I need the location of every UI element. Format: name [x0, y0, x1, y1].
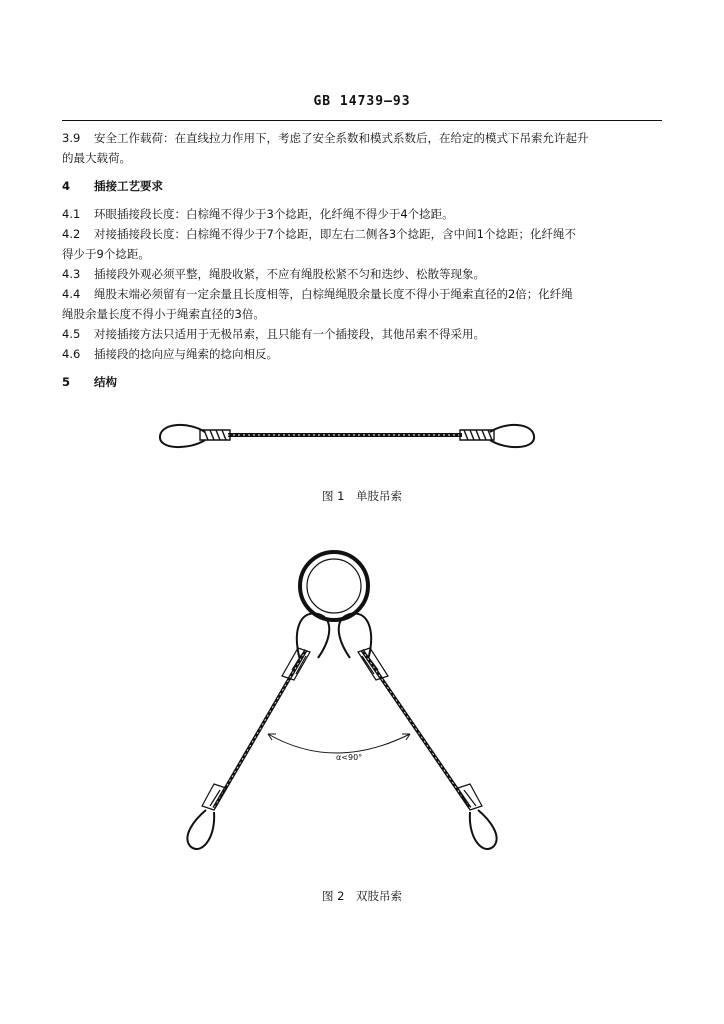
clause-number: 4.3: [62, 267, 81, 281]
figure-1-single-leg-sling: [0, 410, 724, 470]
clause-4-6: [62, 344, 662, 364]
clause-text-cont: 得少于9个捻距。: [62, 247, 150, 261]
clause-text: 插接段的捻向应与绳索的捻向相反。: [94, 347, 278, 361]
section-heading-4: [62, 176, 662, 196]
section-heading-5: [62, 372, 662, 392]
section-number: 4: [62, 179, 71, 193]
clause-3-9: [62, 128, 662, 168]
clause-4-2: [62, 224, 662, 264]
clause-text-cont: 绳股余量长度不得小于绳索直径的3倍。: [62, 307, 265, 321]
arc-arrow-left: [268, 734, 276, 740]
clause-text: 安全工作载荷：在直线拉力作用下，考虑了安全系数和模式系数后，在给定的模式下吊索允许起升: [94, 131, 589, 145]
clause-text-cont: 的最大载荷。: [62, 151, 131, 165]
clause-number: 4.1: [62, 207, 81, 221]
left-leg: [214, 650, 306, 808]
clause-text: 对接插接方法只适用于无极吊索，且只能有一个插接段，其他吊索不得采用。: [94, 327, 485, 341]
figure-2-two-leg-sling: [0, 540, 724, 870]
header-divider: [62, 120, 662, 121]
clause-4-4: [62, 284, 662, 324]
clause-4-1: [62, 204, 662, 224]
figure-2-caption: 图 2 双肢吊索: [322, 889, 402, 903]
right-eye-loop: [490, 425, 534, 447]
right-splice: [460, 430, 494, 440]
clause-text: 环眼插接段长度：白棕绳不得少于3个捻距，化纤绳不得少于4个捻距。: [94, 207, 454, 221]
page-header: GB 14739—93: [313, 94, 411, 109]
angle-arc: [268, 734, 410, 753]
clause-text: 插接段外观必须平整，绳股收紧，不应有绳股松紧不匀和迭纱、松散等现象。: [94, 267, 485, 281]
section-title: 结构: [94, 375, 117, 389]
clause-number: 4.2: [62, 227, 81, 241]
clause-number: 3.9: [62, 131, 81, 145]
clause-number: 4.5: [62, 327, 81, 341]
clause-text: 对接插接段长度：白棕绳不得少于7个捻距，即左右二侧各3个捻距，含中间1个捻距；化纤绳不: [94, 227, 576, 241]
left-eye-loop: [160, 425, 205, 447]
section-title: 插接工艺要求: [94, 179, 163, 193]
right-leg: [362, 650, 470, 808]
section-number: 5: [62, 375, 71, 389]
left-splice: [200, 430, 230, 440]
clause-4-3: [62, 264, 662, 284]
clause-text: 绳股末端必须留有一定余量且长度相等，白棕绳绳股余量长度不得小于绳索直径的2倍；化纤绳: [94, 287, 573, 301]
right-bottom-eye: [470, 810, 497, 849]
clause-number: 4.4: [62, 287, 81, 301]
clause-number: 4.6: [62, 347, 81, 361]
master-ring: [300, 552, 368, 620]
angle-label: α<90°: [336, 753, 363, 762]
left-bottom-eye: [187, 810, 214, 849]
clause-4-5: [62, 324, 662, 344]
figure-1-caption: 图 1 单肢吊索: [322, 489, 402, 503]
